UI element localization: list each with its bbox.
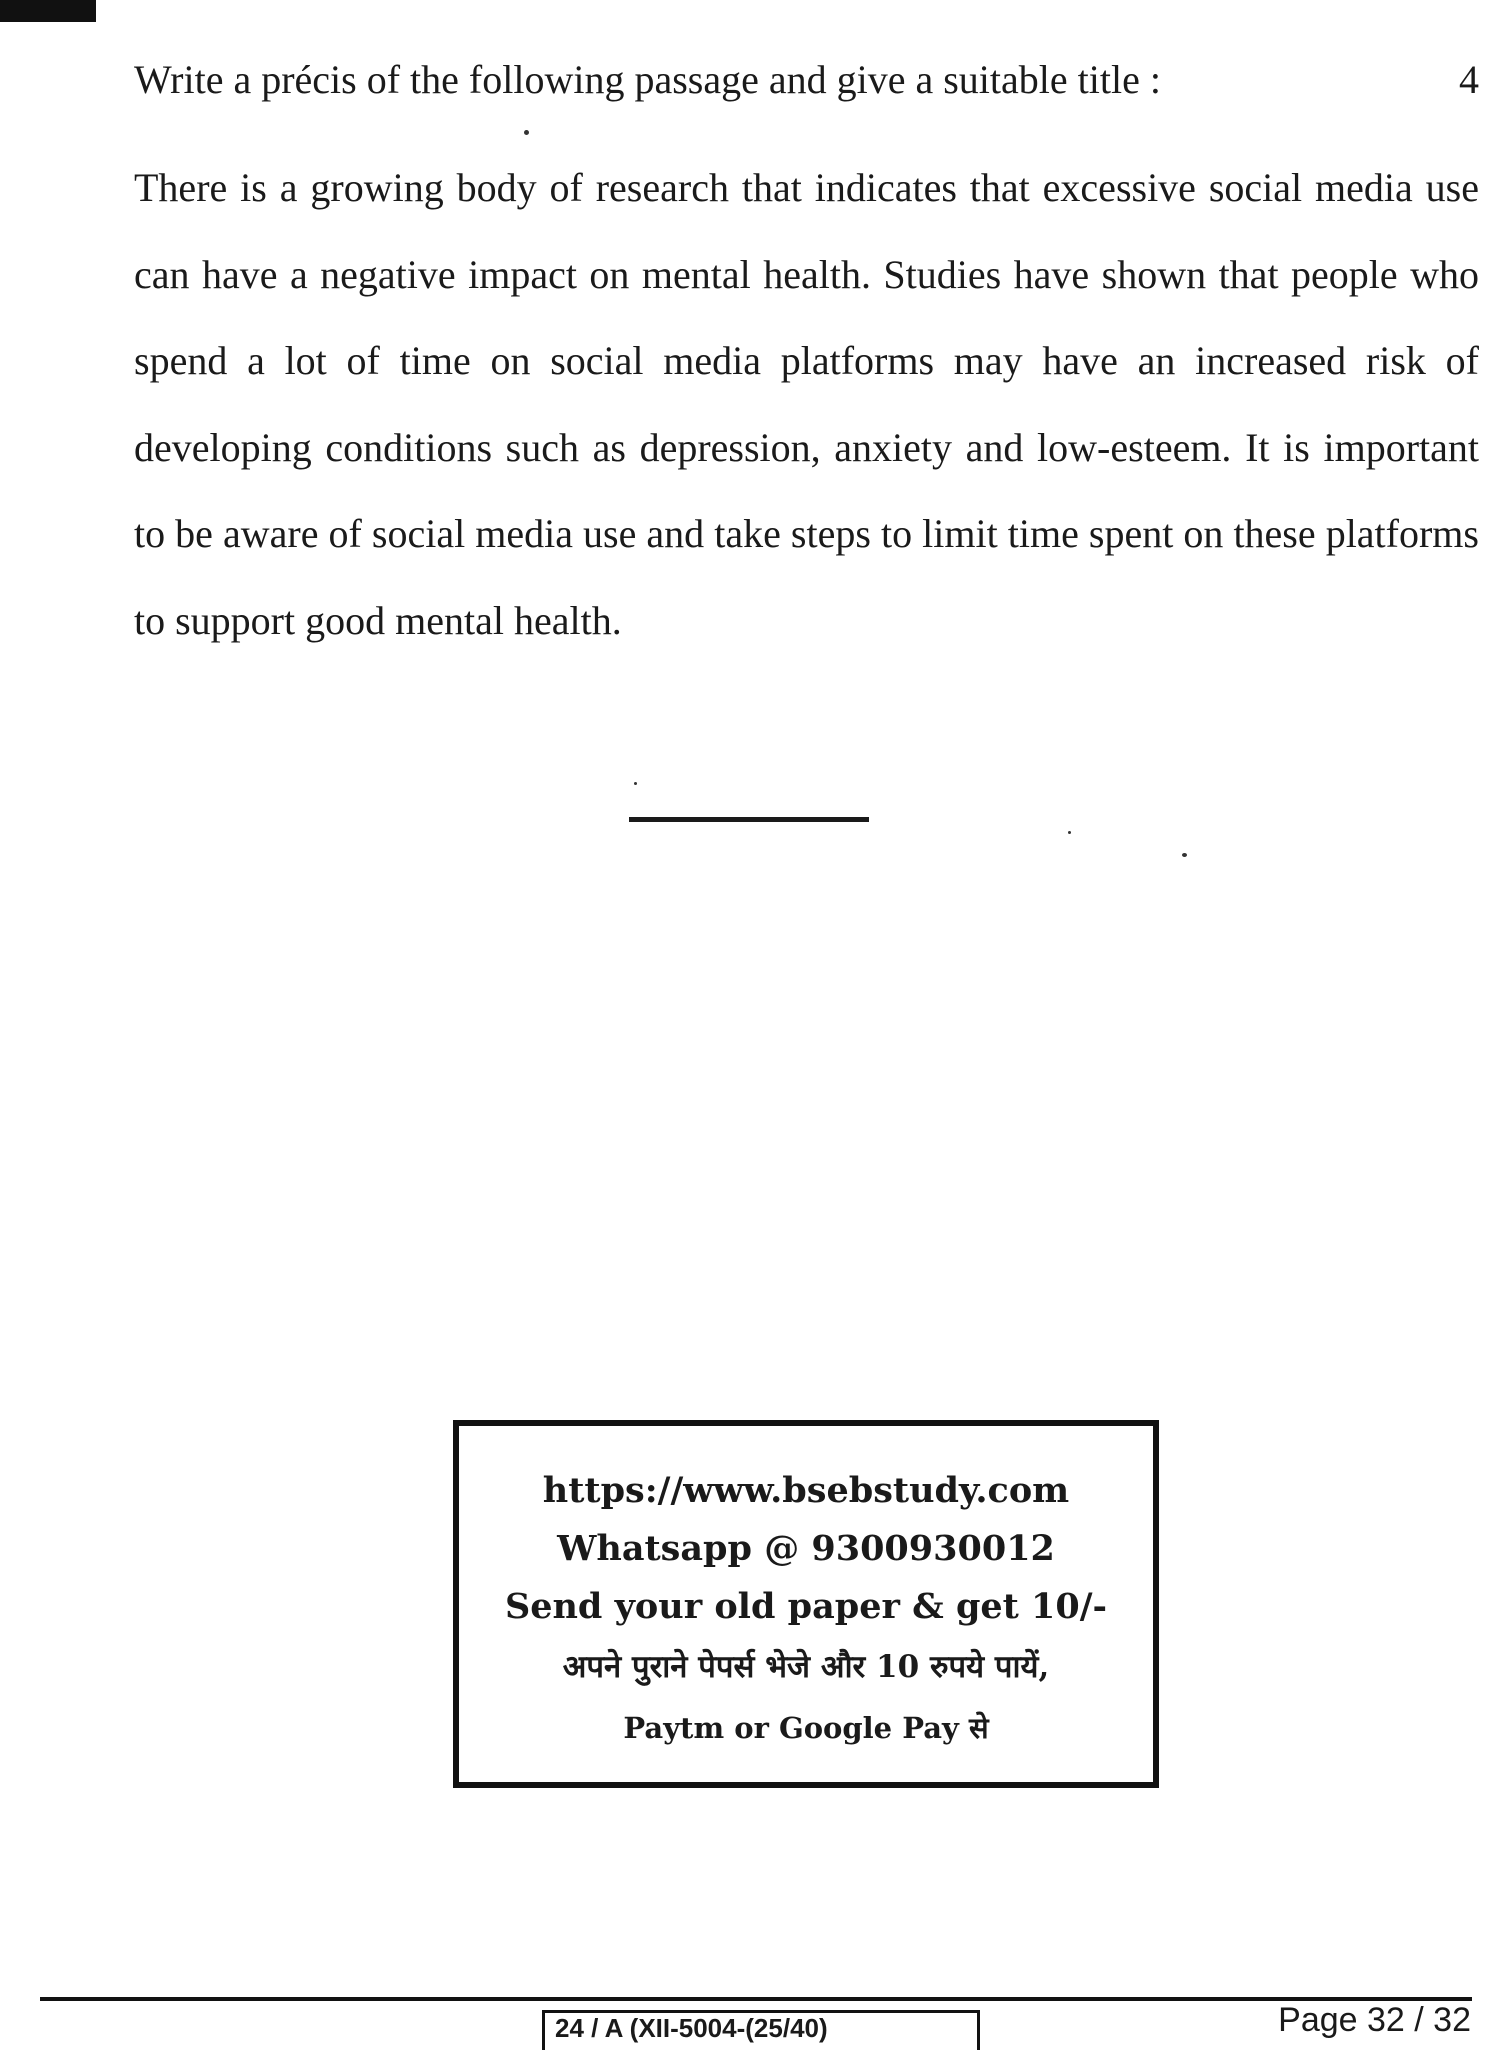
- question-row: [134, 52, 1479, 108]
- scan-speck: [524, 130, 529, 135]
- footer-paper-code: 24 / A (XII-5004-(25/40): [542, 2010, 980, 2050]
- scan-speck: [634, 782, 637, 785]
- promo-payment: Paytm or Google Pay से: [623, 1711, 989, 1745]
- scan-speck: [1182, 853, 1187, 857]
- end-of-passage-rule: [629, 817, 869, 822]
- corner-mark: [0, 0, 96, 22]
- promo-box: [453, 1420, 1159, 1788]
- passage-text: There is a growing body of research that indicates that excessive social media use can have a negative impact on mental health. Studies have shown that people who spend a lot of time on social media platforms may have an increased risk of developing conditions such as depression, anxiety and low-esteem. It is important to be aware of social media use and take steps to limit time spent on these platforms to support good mental health.: [134, 165, 1479, 643]
- scan-speck: [1068, 831, 1071, 834]
- footer-page-number: Page 32 / 32: [1278, 2001, 1471, 2039]
- footer-rule: [40, 1997, 1472, 2001]
- promo-url: https://www.bsebstudy.com: [542, 1470, 1070, 1511]
- question-marks: 4: [1459, 57, 1479, 102]
- question-text: Write a précis of the following passage and give a suitable title :: [134, 57, 1161, 102]
- promo-offer-hindi: अपने पुराने पेपर्स भेजे और 10 रुपये पायें,: [562, 1649, 1050, 1685]
- promo-whatsapp: Whatsapp @ 9300930012: [557, 1528, 1055, 1569]
- promo-offer: Send your old paper & get 10/-: [504, 1586, 1108, 1627]
